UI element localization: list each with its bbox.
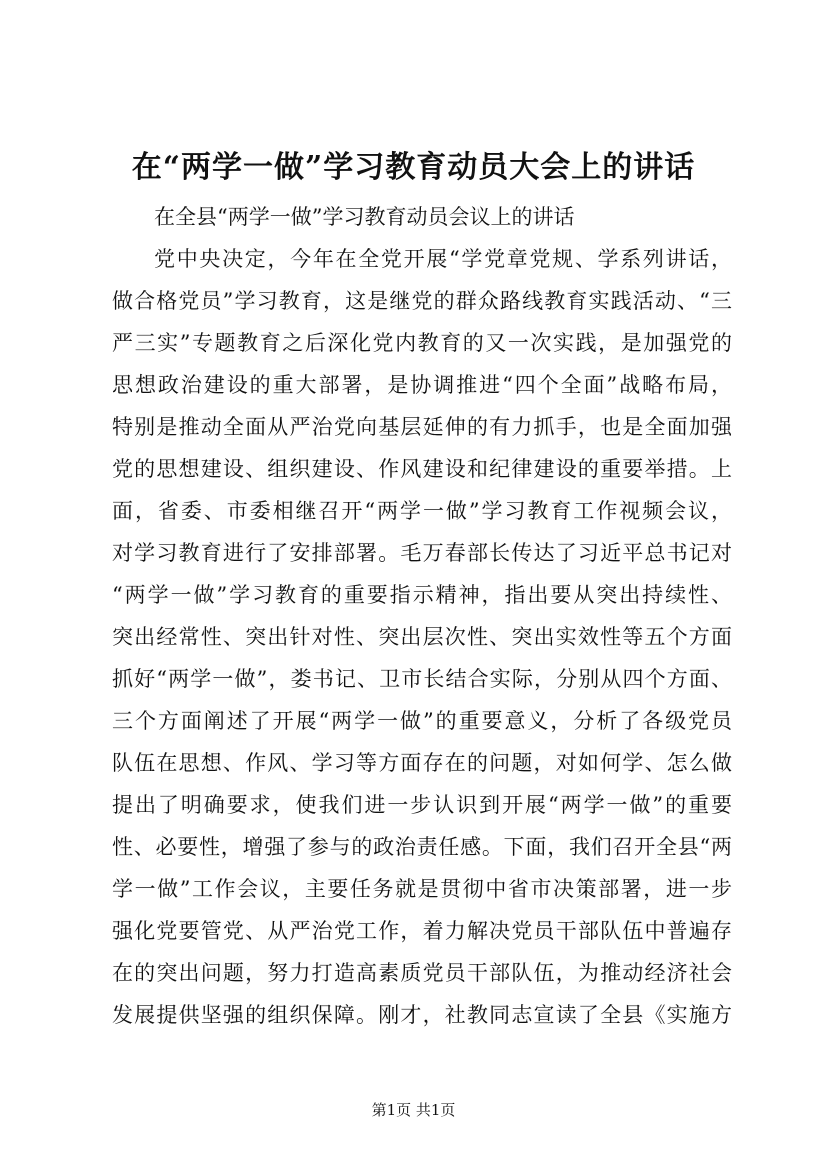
page-footer: 第1页 共1页 (371, 1101, 456, 1119)
paragraph-line: 特别是推动全面从严治党向基层延伸的有力抓手，也是全面加强 (112, 415, 732, 439)
paragraph-line: 严三实”专题教育之后深化党内教育的又一次实践，是加强党的 (112, 331, 732, 355)
paragraph-line: 党中央决定，今年在全党开展“学党章党规、学系列讲话， (154, 247, 732, 271)
paragraph-line: 在的突出问题，努力打造高素质党员干部队伍，为推动经济社会 (112, 961, 732, 985)
paragraph-line: 发展提供坚强的组织保障。刚才，社教同志宣读了全县《实施方 (112, 1003, 732, 1027)
paragraph-line: 面，省委、市委相继召开“两学一做”学习教育工作视频会议， (112, 499, 732, 523)
paragraph-line: 抓好“两学一做”，娄书记、卫市长结合实际，分别从四个方面、 (112, 667, 732, 691)
paragraph-line: 突出经常性、突出针对性、突出层次性、突出实效性等五个方面 (112, 625, 732, 649)
paragraph-line: 做合格党员”学习教育，这是继党的群众路线教育实践活动、“三 (112, 289, 732, 313)
paragraph-line: 思想政治建设的重大部署，是协调推进“四个全面”战略布局， (112, 373, 732, 397)
document-body (112, 196, 732, 1036)
subtitle-line: 在全县“两学一做”学习教育动员会议上的讲话 (154, 205, 575, 229)
paragraph-line: 队伍在思想、作风、学习等方面存在的问题，对如何学、怎么做 (112, 751, 732, 775)
paragraph-line: “两学一做”学习教育的重要指示精神，指出要从突出持续性、 (112, 583, 732, 607)
paragraph-line: 强化党要管党、从严治党工作，着力解决党员干部队伍中普遍存 (112, 919, 732, 943)
paragraph-line: 党的思想建设、组织建设、作风建设和纪律建设的重要举措。上 (112, 457, 732, 481)
paragraph-line: 提出了明确要求，使我们进一步认识到开展“两学一做”的重要 (112, 793, 732, 817)
paragraph-line: 学一做”工作会议，主要任务就是贯彻中省市决策部署，进一步 (112, 877, 732, 901)
paragraph-line: 对学习教育进行了安排部署。毛万春部长传达了习近平总书记对 (112, 541, 732, 565)
paragraph-line: 三个方面阐述了开展“两学一做”的重要意义，分析了各级党员 (112, 709, 732, 733)
paragraph-line: 性、必要性，增强了参与的政治责任感。下面，我们召开全县“两 (112, 835, 732, 859)
document-title: 在“两学一做”学习教育动员大会上的讲话 (131, 150, 696, 185)
